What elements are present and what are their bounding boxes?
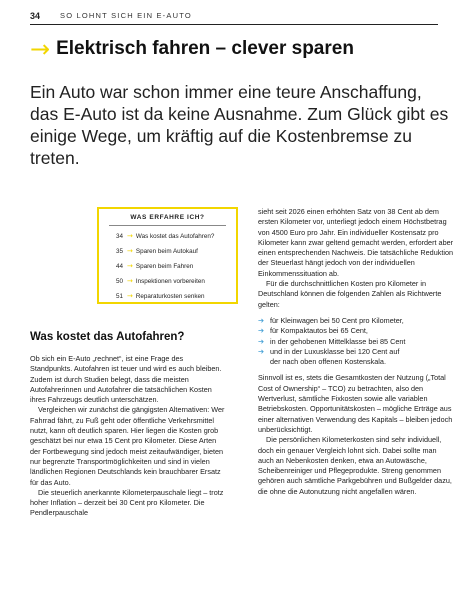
body-paragraph: Ob sich ein E-Auto „rechnet“, ist eine Frage des Standpunkts. Autofahren ist teuer und wird es auch bleiben. Zudem ist durch Studien belegt, dass die meisten Autofahrerinnen und Autofahrer die tatsächlichen Kosten ihres Fahrzeugs deutlich unterschätzen. (30, 354, 222, 405)
toc-page: 50 (115, 278, 123, 285)
toc-label: Sparen beim Autokauf (135, 248, 198, 255)
toc-label: Was kostet das Autofahren? (135, 233, 215, 240)
arrow-right-icon: → (127, 292, 133, 300)
cost-list (258, 316, 454, 367)
arrow-right-icon: ➔ (258, 346, 265, 356)
section-heading: Was kostet das Autofahren? (30, 331, 185, 343)
toc-page: 34 (115, 233, 123, 240)
right-column (258, 207, 454, 497)
title-row (30, 37, 354, 61)
body-paragraph: Für die durchschnittlichen Kosten pro Kilometer in Deutschland können die folgenden Zahlen als Richtwerte gelten: (258, 279, 442, 309)
arrow-right-icon: → (30, 35, 51, 63)
toc-item[interactable] (107, 229, 236, 244)
toc-list (99, 226, 236, 304)
body-paragraph: Sinnvoll ist es, stets die Gesamtkosten der Nutzung („Total Cost of Ownership“ – TCO) zu betrachten, also den Wertverlust, sämtliche Fixkosten sowie alle variablen Betriebskosten. Opportunitätskosten – mögliche Erträge aus einer alternativen Verwendung des Kapitals – bleiben jedoch unberücksichtigt. (258, 373, 453, 434)
toc-item[interactable] (107, 244, 236, 259)
toc-label: Sparen beim Fahren (135, 263, 194, 270)
page-number: 34 (30, 11, 41, 21)
running-title: SO LOHNT SICH EIN E-AUTO (60, 11, 192, 20)
arrow-right-icon: ➔ (258, 326, 265, 336)
arrow-right-icon: → (127, 232, 133, 240)
toc-page: 44 (115, 263, 123, 270)
chapter-title: Elektrisch fahren – clever sparen (56, 38, 354, 59)
toc-item[interactable] (107, 259, 236, 274)
body-paragraph: Die steuerlich anerkannte Kilometerpauschale liegt – trotz hoher Inflation – derzeit bei 30 Cent pro Kilometer. Die Pendlerpauschale (30, 487, 224, 518)
toc-label: Reparaturkosten senken (135, 293, 205, 300)
toc-item[interactable] (107, 289, 236, 304)
list-item-continuation: der nach oben offenen Kostenskala. (270, 357, 386, 367)
arrow-right-icon: ➔ (258, 315, 265, 325)
toc-label: Inspektionen vorbereiten (135, 278, 205, 285)
arrow-right-icon: ➔ (258, 336, 265, 346)
lead-paragraph: Ein Auto war schon immer eine teure Anschaffung, das E-Auto ist da keine Ausnahme. Zum Glück gibt es einige Wege, um kräftig auf die Kostenbremse zu treten. (30, 81, 449, 168)
list-item: ➔ und in der Luxusklasse bei 120 Cent auf (258, 346, 400, 356)
arrow-right-icon: → (127, 262, 133, 270)
left-column (30, 330, 226, 519)
body-paragraph: sieht seit 2026 einen erhöhten Satz von 38 Cent ab dem ersten Kilometer vor, unterliegt jedoch einem Höchstbetrag von 4500 Euro pro Jahr. Ein individueller Kostensatz pro Kilometer kann zwar geltend gemacht werden, erfordert aber einen entsprechenden Nachweis. Die tatsächliche Reduktion der Steuerlast hängt jedoch von der individuellen Einkommenssituation ab. (258, 207, 454, 278)
header-rule (30, 24, 438, 25)
toc-page: 35 (115, 248, 123, 255)
page-header (30, 8, 438, 28)
arrow-right-icon: → (127, 247, 133, 255)
arrow-right-icon: → (127, 277, 133, 285)
body-paragraph: Vergleichen wir zunächst die gängigsten Alternativen: Wer Fahrrad fährt, zu Fuß geht oder öffentliche Verkehrsmittel nutzt, kann oft deutlich sparen. Hier liegen die Kosten grob geschätzt bei nur etwa 15 Cent pro Kilometer. Diese Arten der Fortbewegung sind jedoch meist zeitaufwändiger, bieten nur begrenzte Transportmöglichkeiten und sind in vielen ländlichen Regionen Deutschlands kein brauchbarer Ersatz für das Auto. (30, 405, 225, 487)
toc-page: 51 (115, 293, 123, 300)
list-item: ➔ für Kompaktautos bei 65 Cent, (258, 326, 368, 336)
body-paragraph: Die persönlichen Kilometerkosten sind sehr individuell, doch ein genauer Vergleich lohnt sich. Dabei sollte man auch an Nebenkosten denken, etwa an Autowäsche, Scheibenreiniger und Pflegeprodukte. Streng genommen gehören auch sämtliche Parkgebühren und Bußgelder dazu, die ohne die Autonutzung nicht angefallen wären. (258, 435, 452, 496)
list-item: ➔ für Kleinwagen bei 50 Cent pro Kilometer, (258, 315, 404, 325)
chapter-overview-box (97, 207, 238, 304)
list-item: ➔ in der gehobenen Mittelklasse bei 85 Cent (258, 336, 406, 346)
toc-item[interactable] (107, 274, 236, 289)
box-heading: WAS ERFAHRE ICH? (109, 209, 226, 226)
